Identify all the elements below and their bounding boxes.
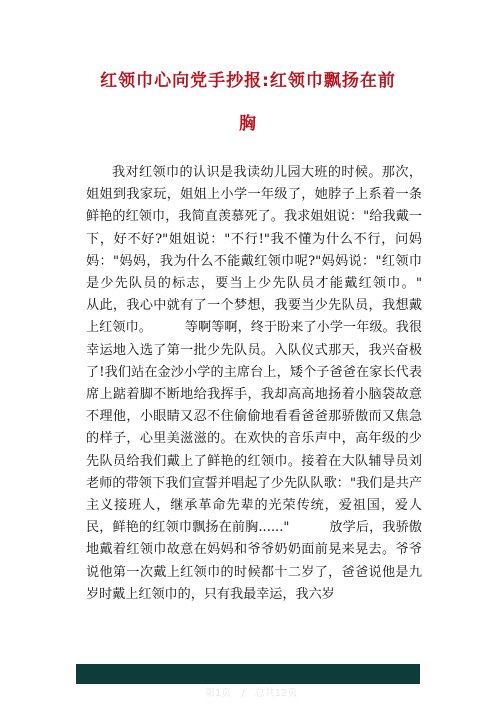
document-title: 红领巾心向党手抄报:红领巾飘扬在前 [100, 71, 396, 91]
document-title-continuation: 胸 [239, 114, 257, 134]
page-indicator: 第1页 / 总共12页 [204, 688, 298, 699]
body-paragraph: 我对红领巾的认识是我读幼儿园大班的时候。那次，姐姐到我家玩，姐姐上小学一年级了，她脖子上系着一条鲜艳的红领巾，我简直羡慕死了。我求姐姐说："给我戴一下，好不好?"姐姐说："不行!"我不懂为什么不行，问妈妈："妈妈，我为什么不能戴红领巾呢?"妈妈说："红领巾是少先队员的标志，要当上少先队员才能戴红领巾。" 从此，我心中就有了一个梦想，我要当少先队员，我想戴上红领巾。 等啊等啊，终于盼来了小学一年级。我很幸运地入选了第一批少先队员。入队仪式那天，我兴奋极了!我们站在金沙小学的主席台上，矮个子爸爸在家长代表席上踮着脚不断地给我挥手，我却高高地扬着小脑袋故意不理他，小眼睛又忍不住偷偷地看看爸爸那骄傲而又焦急的样子，心里美滋滋的。在欢快的音乐声中，高年级的少先队员给我们戴上了鲜艳的红领巾。接着在大队辅导员刘老师的带领下我们宣誓并唱起了少先队队歌："我们是共产主义接班人，继承革命先辈的光荣传统，爱祖国，爱人民，鲜艳的红领巾飘扬在前胸......" 放学后，我骄傲地戴着红领巾故意在妈妈和爷爷奶奶面前晃来晃去。爷爷说他第一次戴上红领巾的时候都十二岁了，爸爸说他是九岁时戴上红领巾的，只有我最幸运，我六岁 [86, 165, 462, 602]
page-footer [76, 664, 420, 699]
